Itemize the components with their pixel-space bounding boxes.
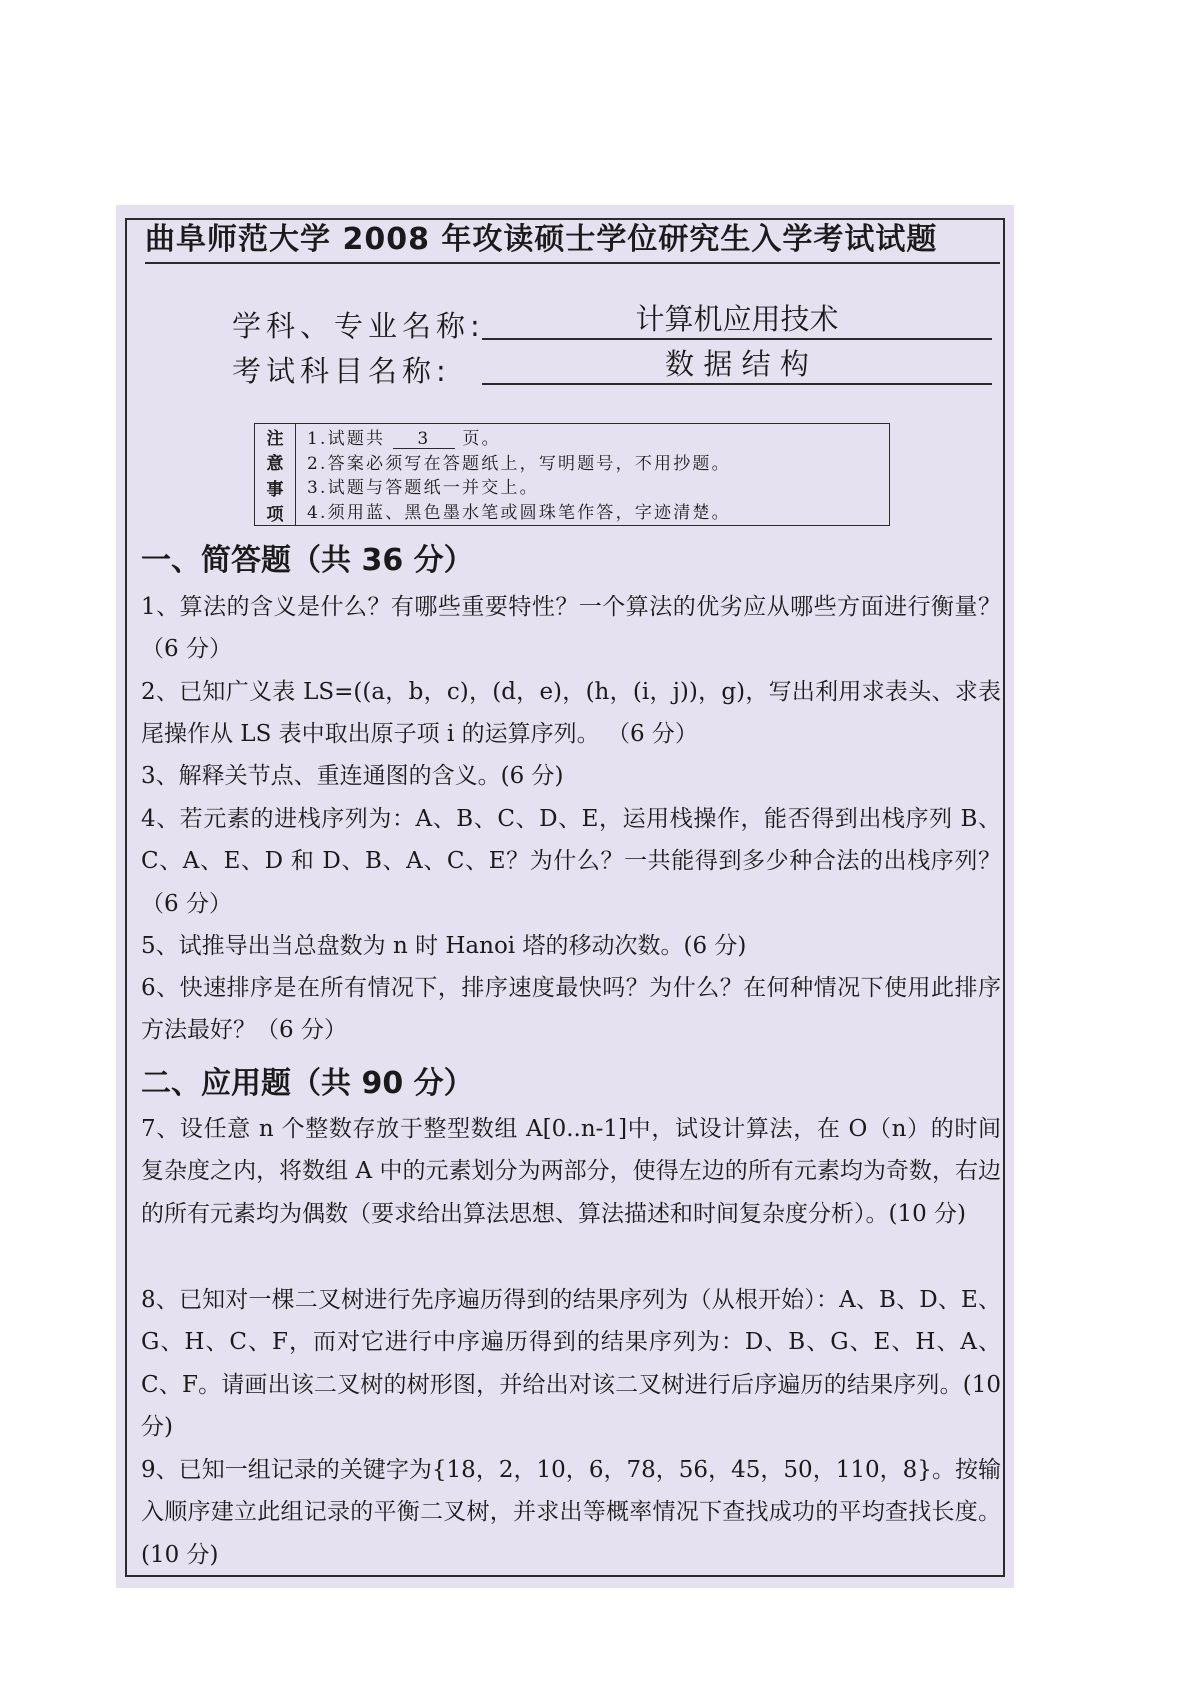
notice-box	[254, 423, 890, 526]
major-label: 学科、专业名称:	[232, 309, 485, 343]
notice-item-pages	[307, 427, 883, 452]
subject-value: 数 据 结 构	[482, 345, 992, 385]
question-7: 7、设任意 n 个整数存放于整型数组 A[0..n-1]中，试设计算法，在 O（n）的时间复杂度之内，将数组 A 中的元素划分为两部分，使得左边的所有元素均为奇数，右边的所有元素均为偶数（要求给出算法思想、算法描述和时间复杂度分析）。(10 分)	[141, 1116, 1001, 1227]
notice-heading-char: 注	[266, 429, 284, 450]
title-underline	[145, 262, 1000, 264]
exam-title: 曲阜师范大学 2008 年攻读硕士学位研究生入学考试试题	[145, 222, 938, 257]
question-2: 2、已知广义表 LS=((a，b，c)，(d，e)，(h，(i，j))，g)，写出利用求表头、求表尾操作从 LS 表中取出原子项 i 的运算序列。 （6 分）	[141, 679, 1001, 748]
section-title-short-answer: 一、简答题（共 36 分）	[141, 543, 474, 578]
notice-heading	[255, 424, 296, 525]
notice-item: 4.须用蓝、黑色墨水笔或圆珠笔作答，字迹清楚。	[307, 502, 731, 523]
question-9: 9、已知一组记录的关键字为{18，2，10，6，78，56，45，50，110，8}。按输入顺序建立此组记录的平衡二叉树，并求出等概率情况下查找成功的平均查找长度。(10 分)	[141, 1457, 1001, 1568]
question-8: 8、已知对一棵二叉树进行先序遍历得到的结果序列为（从根开始）：A、B、D、E、G、H、C、F，而对它进行中序遍历得到的结果序列为：D、B、G、E、H、A、C、F。请画出该二叉树的树形图，并给出对该二叉树进行后序遍历的结果序列。(10 分)	[141, 1287, 1001, 1441]
question-6: 6、快速排序是在所有情况下，排序速度最快吗？为什么？在何种情况下使用此排序方法最好？（6 分）	[141, 975, 1001, 1044]
notice-item: 3.试题与答题纸一并交上。	[307, 478, 539, 498]
section-title-application: 二、应用题（共 90 分）	[141, 1066, 474, 1101]
notice-item: 2.答案必须写在答题纸上，写明题号，不用抄题。	[307, 453, 731, 474]
notice-heading-char: 项	[266, 504, 284, 525]
notice-items	[307, 427, 883, 525]
question-1: 1、算法的含义是什么？有哪些重要特性？一个算法的优劣应从哪些方面进行衡量？（6 分）	[141, 594, 1001, 663]
notice-heading-char: 事	[266, 479, 284, 500]
question-4: 4、若元素的进栈序列为：A、B、C、D、E，运用栈操作，能否得到出栈序列 B、C、A、E、D 和 D、B、A、C、E？为什么？一共能得到多少种合法的出栈序列？（6 分）	[141, 806, 1001, 917]
major-value: 计算机应用技术	[482, 300, 992, 340]
notice-heading-char: 意	[266, 454, 284, 475]
page-count: 3	[393, 430, 455, 449]
question-3: 3、解释关节点、重连通图的含义。(6 分)	[141, 763, 564, 789]
question-5: 5、试推导出当总盘数为 n 时 Hanoi 塔的移动次数。(6 分)	[141, 933, 747, 959]
notice-item-suffix: 页。	[462, 429, 501, 449]
subject-label: 考试科目名称:	[232, 354, 451, 388]
notice-item-prefix: 1.试题共	[307, 429, 386, 449]
